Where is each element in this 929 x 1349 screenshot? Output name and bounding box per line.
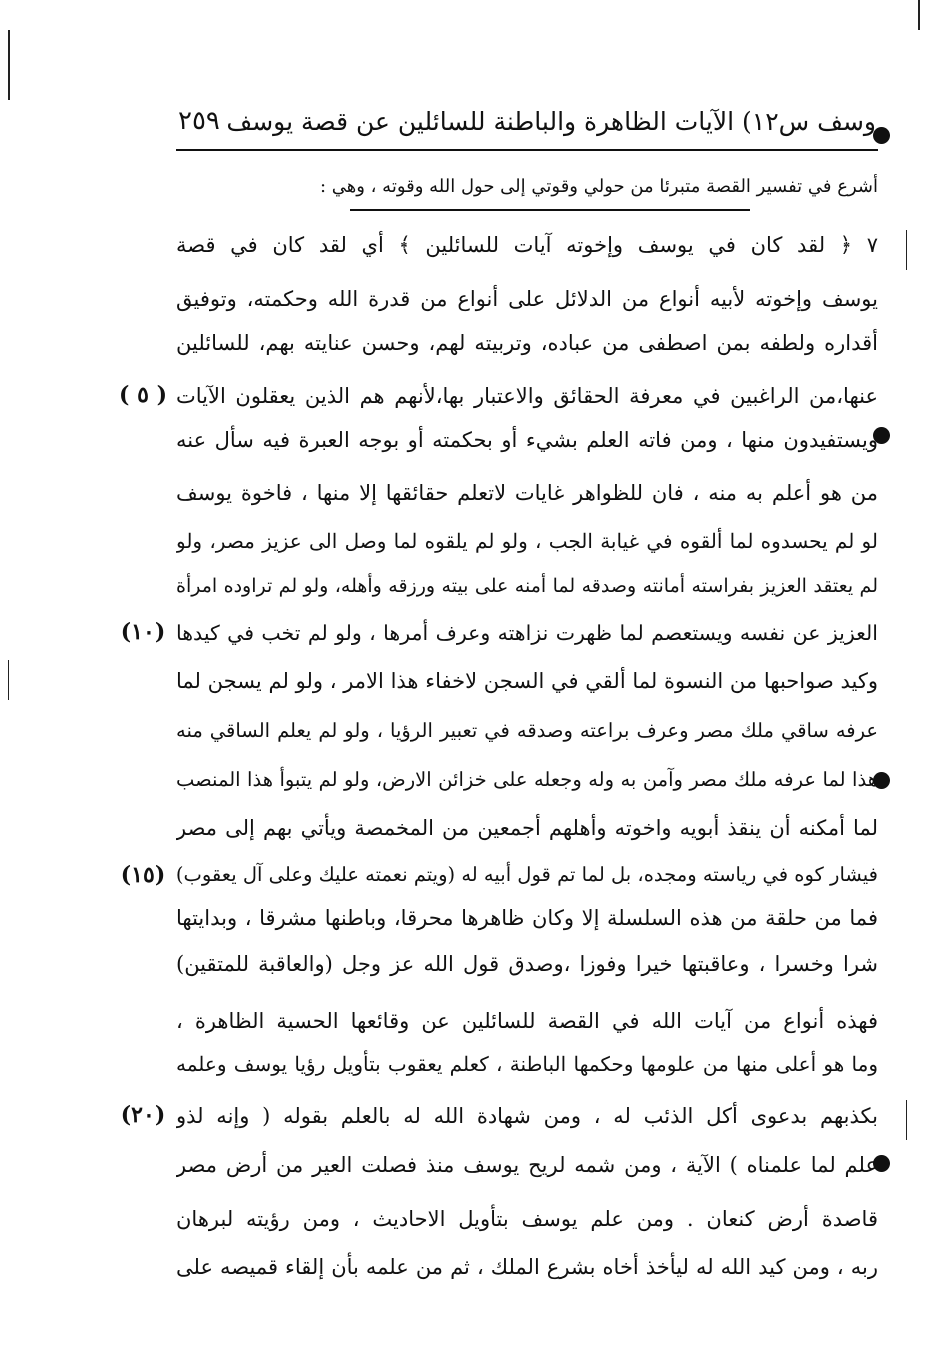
- line-number-marker: (٢٠): [120, 1102, 166, 1128]
- scan-edge-mark: [906, 230, 907, 270]
- line-number-marker: (١٠): [120, 619, 166, 645]
- running-head: وسف س١٢) الآيات الظاهرة والباطنة للسائلين عن قصة يوسف: [226, 106, 876, 136]
- text-line: عرفه ساقي ملك مصر وعرف براعته وصدقه في تعبير الرؤيا ، ولو لم يعلم الساقي منه: [176, 719, 878, 742]
- text-line: لم يعتقد العزيز بفراسته أمانته وصدقه لما أمنه على بيته ورزقه وأهله، ولو لم تراوده امرأة: [176, 575, 878, 597]
- text-line: من هو أعلم به منه ، فان للظواهر غايات لاتعلم حقائقها إلا منها ، فاخوة يوسف: [176, 481, 878, 505]
- scan-edge-mark: [8, 660, 9, 700]
- line-number-marker: (١٥): [120, 862, 166, 888]
- text-line: يوسف وإخوته لأبيه أنواع من الدلائل على أنواع من قدرة الله وحكمته، وتوفيق: [176, 287, 878, 311]
- text-line: شرا وخسرا ، وعاقبتها خيرا وفوزا ،وصدق قول الله عز وجل (والعاقبة للمتقين): [176, 952, 878, 976]
- text-line: بكذبهم بدعوى أكل الذئب له ، ومن شهادة الله له بالعلم بقوله ( وإنه لذو: [176, 1104, 878, 1128]
- text-line: العزيز عن نفسه ويستعصم لما ظهرت نزاهته وعرف أمرها ، ولو لم تخب في كيدها: [176, 621, 878, 645]
- page-number: ٢٥٩: [178, 106, 220, 136]
- line-number-marker: ( ٥ ): [119, 382, 167, 408]
- text-line: وكيد صواحبها من النسوة لما ألقي في السجن لاخفاء هذا الامر ، ولو لم يسجن لما: [176, 669, 878, 693]
- scan-edge-mark: [918, 0, 920, 30]
- text-line: لو لم يحسدوه لما ألقوه في غيابة الجب ، ولو لم يلقوه لما وصل الى عزيز مصر، ولو: [176, 529, 878, 553]
- header-rule: [176, 149, 878, 151]
- text-line: ويستفيدون منها ، ومن فاته العلم بشيء أو بحكمته أو بوجه العبرة فيه سأل عنه: [176, 428, 878, 452]
- text-line: علم لما علمناه ) الآية ، ومن شمه لريح يوسف منذ فصلت العير من أرض مصر: [176, 1153, 878, 1177]
- section-rule: [350, 209, 750, 211]
- text-line: هذا لما عرفه ملك مصر وآمن به وله وجعله على خزائن الارض، ولو لم يتبوأ هذا المنصب: [176, 768, 878, 791]
- scan-edge-mark: [906, 1100, 907, 1140]
- text-line: فيشار كوه في رياسته ومجده، بل لما تم قول أبيه له (ويتم نعمته عليك وعلى آل يعقوب): [176, 863, 878, 886]
- text-line: أشرع في تفسير القصة متبرئا من حولي وقوتي إلى حول الله وقوته ، وهي :: [319, 176, 878, 197]
- text-line: فما من حلقة من هذه السلسلة إلا وكان ظاهرها محرقا، وباطنها مشرقا ، وبدايتها: [176, 906, 878, 930]
- text-line: فهذه أنواع من آيات الله في القصة للسائلين عن وقائعها الحسية الظاهرة ،: [176, 1009, 878, 1033]
- text-line: وما هو أعلى منها من علومها وحكمها الباطنة ، كعلم يعقوب بتأويل رؤيا يوسف وعلمه: [176, 1052, 878, 1076]
- text-line: ربه ، ومن كيد الله له ليأخذ أخاه بشرع الملك ، ثم من علمه بأن إلقاء قميصه على: [176, 1255, 878, 1279]
- text-line: أقداره ولطفه بمن اصطفى من عباده، وتربيته لهم، وحسن عنايته بهم، للسائلين: [176, 331, 878, 355]
- text-line: ٧ ﴿ لقد كان في يوسف وإخوته آيات للسائلين ﴾ أي لقد كان في قصة: [176, 233, 878, 257]
- scan-edge-mark: [8, 30, 10, 100]
- text-line: قاصدة أرض كنعان . ومن علم يوسف بتأويل الاحاديث ، ومن رؤيته لبرهان: [176, 1207, 878, 1231]
- text-line: عنها،من الراغبين في معرفة الحقائق والاعتبار بها،لأنهم هم الذين يعقلون الآيات: [176, 384, 878, 408]
- text-line: لما أمكنه أن ينقذ أبويه واخوته وأهلهم أجمعين من المخمصة ويأتي بهم إلى مصر: [176, 816, 878, 840]
- page-header: [178, 96, 876, 146]
